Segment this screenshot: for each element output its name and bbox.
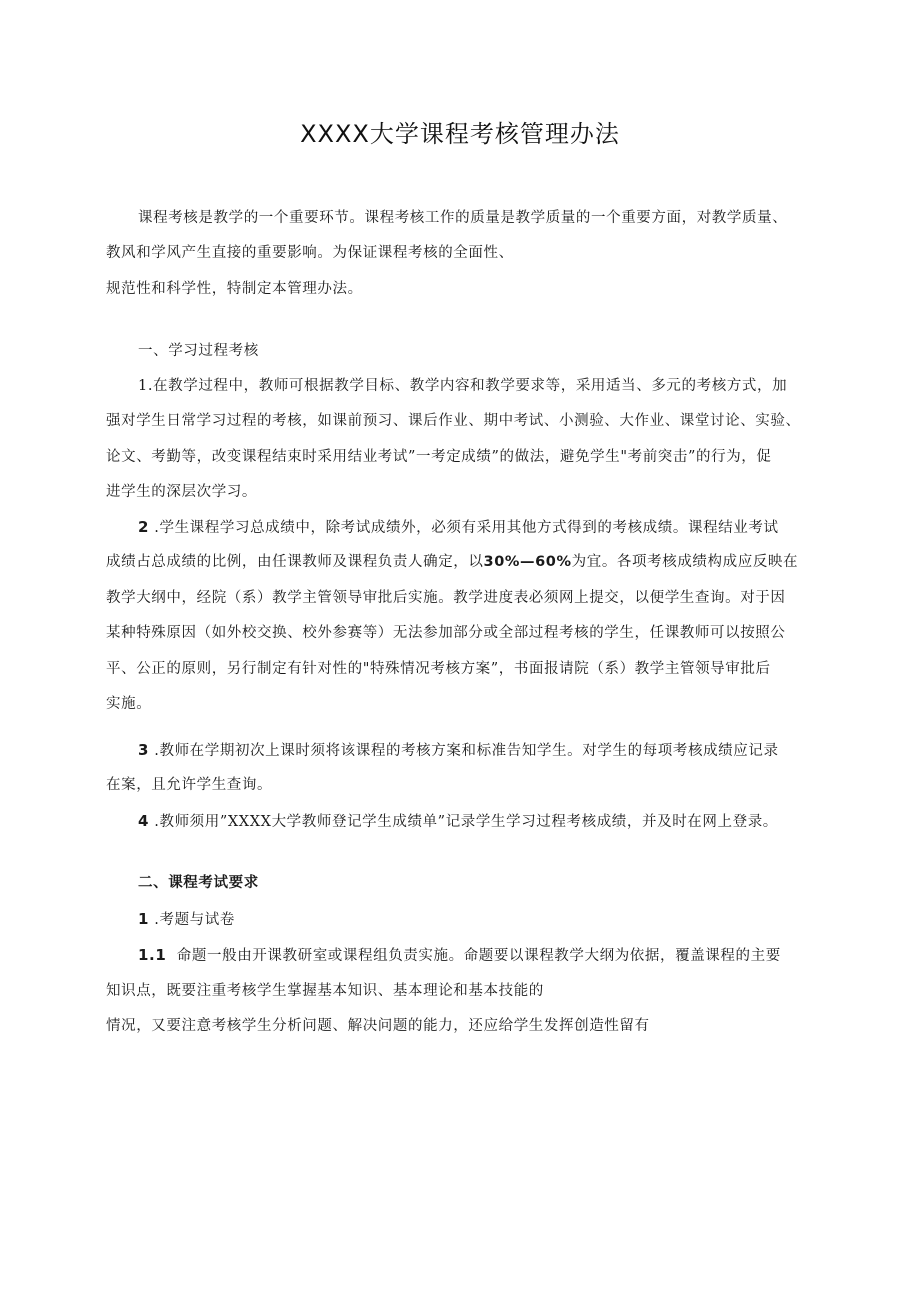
item1-line-1: 1.在教学过程中，教师可根据教学目标、教学内容和教学要求等，采用适当、多元的考核方式，加 — [138, 378, 788, 394]
item1-line-2: 强对学生日常学习过程的考核，如课前预习、课后作业、期中考试、小测验、大作业、课堂讨论、实验、 — [106, 413, 801, 429]
item2-line-6: 实施。 — [106, 696, 152, 712]
intro-line-1: 课程考核是教学的一个重要环节。课程考核工作的质量是教学质量的一个重要方面，对教学质量、 — [138, 210, 788, 226]
item1-line-4: 进学生的深层次学习。 — [106, 484, 257, 500]
item3-first-text: .教师在学期初次上课时须将该课程的考核方案和标准告知学生。对学生的每项考核成绩应记录 — [154, 743, 779, 759]
item2-line2-post: 为宜。各项考核成绩构成应反映在 — [571, 554, 799, 570]
item3-line-1 — [138, 740, 779, 761]
item1-line-3: 论文、考勤等，改变课程结束时采用结业考试”一考定成绩”的做法，避免学生"考前突击”的行为，促 — [106, 449, 772, 465]
sub11-line-2: 知识点，既要注重考核学生掌握基本知识、基本理论和基本技能的 — [106, 983, 544, 999]
item2-first-text: .学生课程学习总成绩中，除考试成绩外，必须有采用其他方式得到的考核成绩。课程结业考试 — [154, 520, 779, 536]
sub11-line-3: 情况，又要注意考核学生分析问题、解决问题的能力，还应给学生发挥创造性留有 — [106, 1018, 650, 1034]
sub1-line — [138, 909, 235, 930]
item2-line-3: 教学大纲中，经院（系）教学主管领导审批后实施。教学进度表必须网上提交，以便学生查询。对于因 — [106, 590, 786, 606]
document-title: XXXX大学课程考核管理办法 — [300, 120, 620, 148]
sub11-line-1 — [138, 945, 781, 966]
item2-number: 2 — [138, 518, 150, 536]
section2-heading: 二、课程考试要求 — [138, 875, 259, 891]
intro-line-2: 教风和学风产生直接的重要影响。为保证课程考核的全面性、 — [106, 245, 514, 261]
sub1-number: 1 — [138, 910, 150, 928]
item2-percent: 30%—60% — [483, 554, 572, 570]
section1-heading: 一、学习过程考核 — [138, 343, 259, 359]
item4-number: 4 — [138, 812, 150, 830]
sub11-first-text: 命题一般由开课教研室或课程组负责实施。命题要以课程教学大纲为依据，覆盖课程的主要 — [176, 948, 781, 964]
item2-line-1 — [138, 517, 779, 538]
sub1-text: .考题与试卷 — [154, 912, 235, 928]
sub11-number: 1.1 — [138, 946, 167, 964]
item2-line-5: 平、公正的原则，另行制定有针对性的"特殊情况考核方案”，书面报请院（系）教学主管领导审批后 — [106, 661, 771, 677]
item4-line-1 — [138, 811, 778, 832]
item2-line-4: 某种特殊原因（如外校交换、校外参赛等）无法参加部分或全部过程考核的学生，任课教师可以按照公 — [106, 625, 786, 641]
item4-text: .教师须用”XXXX大学教师登记学生成绩单”记录学生学习过程考核成绩，并及时在网上登录。 — [154, 814, 778, 830]
item2-line2-pre: 成绩占总成绩的比例，由任课教师及课程负责人确定，以 — [106, 554, 484, 570]
intro-line-3: 规范性和科学性，特制定本管理办法。 — [106, 281, 363, 297]
item2-line-2 — [106, 552, 798, 572]
item3-number: 3 — [138, 741, 150, 759]
item3-line-2: 在案，且允许学生查询。 — [106, 777, 273, 793]
